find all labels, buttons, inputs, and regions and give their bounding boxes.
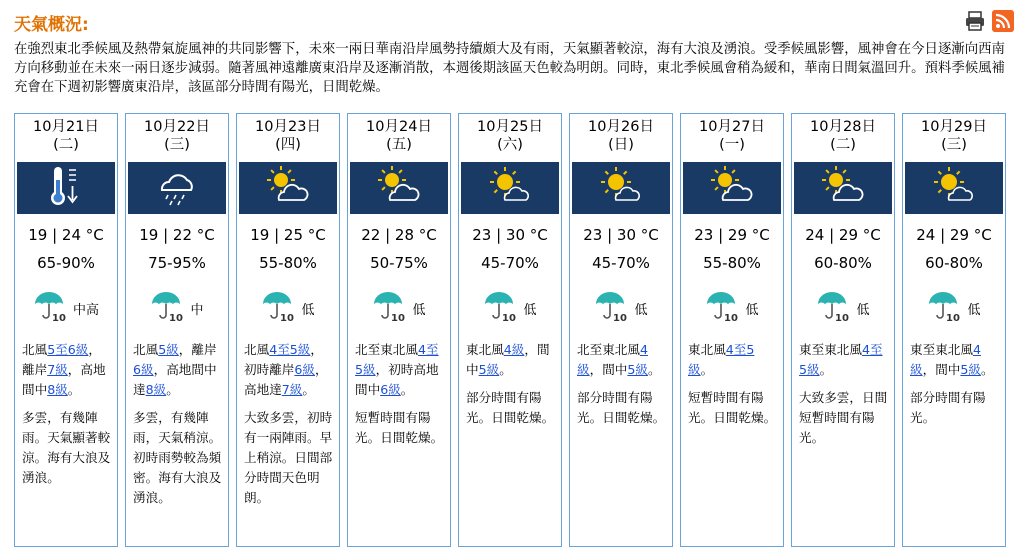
rain-probability bbox=[903, 290, 1005, 326]
forecast-header bbox=[14, 6, 1014, 36]
psr-label: 中高 bbox=[72, 302, 99, 318]
umbrella-icon bbox=[372, 290, 408, 326]
umbrella-icon bbox=[927, 290, 963, 326]
wind-forecast bbox=[466, 340, 557, 380]
wind-force-link[interactable]: 4至5級 bbox=[799, 342, 883, 377]
date-label: 10月28日 bbox=[810, 119, 876, 135]
date-label: 10月25日 bbox=[477, 119, 543, 135]
temperature-range: 24 | 29 °C bbox=[916, 226, 992, 244]
temperature-range: 19 | 25 °C bbox=[250, 226, 326, 244]
cloud-rain-icon bbox=[154, 164, 200, 212]
weekday-label: (四) bbox=[275, 137, 301, 153]
weather-description: 短暫時間有陽光。日間乾燥。 bbox=[688, 390, 777, 425]
weekday-label: (三) bbox=[941, 137, 967, 153]
humidity-range: 55-80% bbox=[259, 254, 317, 272]
forecast-intro: 在強烈東北季候風及熱帶氣旋風神的共同影響下，未來一兩日華南沿岸風勢持續頗大及有雨，天氣顯著較涼，海有大浪及湧浪。受季候風影響，風神會在今日逐漸向西南方向移動並在未來一兩日逐步減弱。隨著風神遠離廣東沿岸及逐漸消散，本週後期該區天色較為明朗。同時，東北季候風會稍為緩和，華南日間氣溫回升。預料季候風補充會在下週初影響廣東沿岸，該區部分時間有陽光，日間乾燥。 bbox=[14, 42, 1005, 95]
page-title: 天氣概況: bbox=[14, 15, 89, 35]
wind-force-link[interactable]: 4級 bbox=[503, 342, 525, 357]
rain-probability bbox=[681, 290, 783, 326]
wind-force-link[interactable]: 5級 bbox=[158, 342, 179, 357]
wind-forecast bbox=[577, 340, 668, 380]
wind-force-link[interactable]: 5級 bbox=[478, 362, 500, 377]
wind-force-link[interactable]: 5至6級 bbox=[47, 342, 89, 357]
forecast-date bbox=[681, 118, 783, 156]
wind-force-link[interactable]: 4至5級 bbox=[269, 342, 311, 357]
umbrella-icon bbox=[483, 290, 519, 326]
wind-forecast bbox=[799, 340, 890, 380]
date-label: 10月26日 bbox=[588, 119, 654, 135]
psr-label: 低 bbox=[967, 302, 981, 318]
day-forecast bbox=[125, 113, 229, 547]
sun-cloud-icon bbox=[265, 164, 311, 212]
umbrella-icon bbox=[261, 290, 297, 326]
svg-text:10: 10 bbox=[169, 313, 184, 322]
wind-text: 北風 bbox=[244, 342, 270, 357]
psr-label: 低 bbox=[745, 302, 759, 318]
sun-cloud-icon bbox=[820, 164, 866, 212]
weekday-label: (二) bbox=[830, 137, 856, 153]
weather-description: 短暫時間有陽光。日間乾燥。 bbox=[355, 410, 444, 445]
psr-label: 低 bbox=[301, 302, 315, 318]
humidity-range: 65-90% bbox=[37, 254, 95, 272]
wind-text: 北至東北風 bbox=[577, 342, 640, 357]
wind-force-link[interactable]: 4至5級 bbox=[688, 342, 755, 377]
rain-probability bbox=[570, 290, 672, 326]
wind-force-link[interactable]: 6級 bbox=[133, 362, 154, 377]
humidity-range: 45-70% bbox=[592, 254, 650, 272]
humidity-range: 75-95% bbox=[148, 254, 206, 272]
forecast-date bbox=[15, 118, 117, 156]
temperature-range: 24 | 29 °C bbox=[805, 226, 881, 244]
sun-cloud-icon bbox=[709, 164, 755, 212]
wind-text: ，間中 bbox=[922, 362, 961, 377]
wind-force-link[interactable]: 6級 bbox=[294, 362, 315, 377]
svg-text:10: 10 bbox=[51, 313, 66, 322]
wind-force-link[interactable]: 6級 bbox=[380, 382, 401, 397]
wind-text: ，初時高地間中 bbox=[355, 362, 439, 397]
wind-text: 東至東北風 bbox=[799, 342, 862, 357]
date-label: 10月22日 bbox=[144, 119, 210, 135]
forecast-date bbox=[348, 118, 450, 156]
forecast-date bbox=[570, 118, 672, 156]
weather-icon-band bbox=[683, 162, 781, 214]
wind-force-link[interactable]: 4級 bbox=[577, 342, 648, 377]
temperature-range: 23 | 29 °C bbox=[694, 226, 770, 244]
wind-text: ，離岸 bbox=[178, 342, 217, 357]
wind-text: 。 bbox=[700, 362, 714, 377]
weather-icon-band bbox=[572, 162, 670, 214]
weather-description: 多雲，有幾陣雨，天氣稍涼。初時雨勢較為頻密。海有大浪及湧浪。 bbox=[133, 410, 222, 505]
wind-text: 北至東北風 bbox=[355, 342, 418, 357]
svg-text:10: 10 bbox=[835, 313, 850, 322]
psr-label: 中 bbox=[190, 302, 204, 318]
temperature-range: 19 | 24 °C bbox=[28, 226, 104, 244]
wind-text: ，間中 bbox=[589, 362, 628, 377]
svg-text:10: 10 bbox=[946, 313, 961, 322]
toolbar bbox=[964, 10, 1014, 32]
thermometer-cold-icon bbox=[43, 164, 89, 212]
humidity-range: 60-80% bbox=[925, 254, 983, 272]
wind-text: 。 bbox=[67, 382, 81, 397]
day-forecast bbox=[680, 113, 784, 547]
humidity-range: 60-80% bbox=[814, 254, 872, 272]
weather-description: 大致多雲，初時有一兩陣雨。早上稍涼。日間部分時間天色明朗。 bbox=[244, 410, 333, 505]
weather-description: 多雲，有幾陣雨。天氣顯著較涼。海有大浪及湧浪。 bbox=[22, 410, 111, 485]
wind-text: 東至東北風 bbox=[910, 342, 973, 357]
wind-forecast bbox=[910, 340, 1001, 380]
day-forecast bbox=[902, 113, 1006, 547]
umbrella-icon bbox=[33, 290, 69, 326]
rain-probability bbox=[237, 290, 339, 326]
weather-icon-band bbox=[128, 162, 226, 214]
weather-icon-band bbox=[239, 162, 337, 214]
wind-text: ，高地達 bbox=[244, 362, 328, 397]
forecast-date bbox=[792, 118, 894, 156]
wind-force-link[interactable]: 4級 bbox=[910, 342, 981, 377]
wind-text: ，間中 bbox=[466, 342, 550, 377]
sun-cloud-light-icon bbox=[931, 164, 977, 212]
temperature-range: 23 | 30 °C bbox=[583, 226, 659, 244]
nine-day-forecast bbox=[14, 113, 1010, 549]
date-label: 10月27日 bbox=[699, 119, 765, 135]
weather-icon-band bbox=[794, 162, 892, 214]
wind-force-link[interactable]: 7級 bbox=[281, 382, 303, 397]
weekday-label: (一) bbox=[719, 137, 745, 153]
day-forecast bbox=[347, 113, 451, 547]
umbrella-icon bbox=[816, 290, 852, 326]
wind-force-link[interactable]: 7級 bbox=[47, 362, 68, 377]
forecast-date bbox=[126, 118, 228, 156]
humidity-range: 55-80% bbox=[703, 254, 761, 272]
weekday-label: (三) bbox=[164, 137, 190, 153]
printer-icon[interactable] bbox=[964, 10, 986, 32]
wind-text: 北風 bbox=[133, 342, 159, 357]
wind-force-link[interactable]: 8級 bbox=[47, 382, 68, 397]
wind-text: 。 bbox=[647, 362, 661, 377]
wind-forecast bbox=[355, 340, 446, 400]
wind-forecast bbox=[22, 340, 113, 400]
weather-icon-band bbox=[905, 162, 1003, 214]
date-label: 10月29日 bbox=[921, 119, 987, 135]
temperature-range: 22 | 28 °C bbox=[361, 226, 437, 244]
wind-force-link[interactable]: 4至5級 bbox=[355, 342, 439, 377]
weather-icon-band bbox=[17, 162, 115, 214]
forecast-date bbox=[903, 118, 1005, 156]
svg-text:10: 10 bbox=[502, 313, 517, 322]
weekday-label: (六) bbox=[497, 137, 523, 153]
rain-probability bbox=[459, 290, 561, 326]
wind-text: 東北風 bbox=[466, 342, 504, 357]
day-forecast bbox=[236, 113, 340, 547]
svg-text:10: 10 bbox=[724, 313, 739, 322]
day-forecast bbox=[791, 113, 895, 547]
sun-cloud-light-icon bbox=[598, 164, 644, 212]
date-label: 10月24日 bbox=[366, 119, 432, 135]
wind-force-link[interactable]: 8級 bbox=[145, 382, 167, 397]
wind-forecast bbox=[133, 340, 224, 400]
wind-text: 。 bbox=[302, 382, 315, 397]
psr-label: 低 bbox=[634, 302, 648, 318]
temperature-range: 23 | 30 °C bbox=[472, 226, 548, 244]
wind-forecast bbox=[688, 340, 779, 380]
psr-label: 低 bbox=[412, 302, 426, 318]
wind-text: 。 bbox=[166, 382, 179, 397]
wind-force-link[interactable]: 5級 bbox=[627, 362, 648, 377]
rain-probability bbox=[348, 290, 450, 326]
humidity-range: 50-75% bbox=[370, 254, 428, 272]
sun-cloud-light-icon bbox=[487, 164, 533, 212]
svg-text:10: 10 bbox=[280, 313, 295, 322]
svg-text:10: 10 bbox=[391, 313, 406, 322]
umbrella-icon bbox=[705, 290, 741, 326]
umbrella-icon bbox=[150, 290, 186, 326]
wind-text: 。 bbox=[980, 362, 994, 377]
umbrella-icon bbox=[594, 290, 630, 326]
day-forecast bbox=[14, 113, 118, 547]
weather-description: 部分時間有陽光。日間乾燥。 bbox=[466, 390, 555, 425]
wind-force-link[interactable]: 5級 bbox=[960, 362, 981, 377]
wind-text: 。 bbox=[499, 362, 512, 377]
weekday-label: (五) bbox=[386, 137, 412, 153]
day-forecast bbox=[569, 113, 673, 547]
weather-description: 大致多雲，日間短暫時間有陽光。 bbox=[799, 390, 888, 445]
temperature-range: 19 | 22 °C bbox=[139, 226, 215, 244]
wind-text: 東北風 bbox=[688, 342, 726, 357]
forecast-date bbox=[237, 118, 339, 156]
date-label: 10月21日 bbox=[33, 119, 99, 135]
rain-probability bbox=[15, 290, 117, 326]
wind-text: 。 bbox=[400, 382, 414, 397]
wind-text: ，初時離岸 bbox=[244, 342, 323, 377]
wind-text: 。 bbox=[819, 362, 833, 377]
weekday-label: (二) bbox=[53, 137, 79, 153]
weather-icon-band bbox=[461, 162, 559, 214]
weather-description: 部分時間有陽光。 bbox=[910, 390, 986, 425]
wind-text: ，高地間中達 bbox=[133, 362, 217, 397]
wind-text: ，離岸 bbox=[22, 342, 101, 377]
svg-text:10: 10 bbox=[613, 313, 628, 322]
rain-probability bbox=[792, 290, 894, 326]
rain-probability bbox=[126, 290, 228, 326]
wind-forecast bbox=[244, 340, 335, 400]
rss-icon[interactable] bbox=[992, 10, 1014, 32]
weather-description: 部分時間有陽光。日間乾燥。 bbox=[577, 390, 666, 425]
psr-label: 低 bbox=[856, 302, 870, 318]
wind-text: ，高地間中 bbox=[22, 362, 106, 397]
weather-icon-band bbox=[350, 162, 448, 214]
day-forecast bbox=[458, 113, 562, 547]
date-label: 10月23日 bbox=[255, 119, 321, 135]
humidity-range: 45-70% bbox=[481, 254, 539, 272]
sun-cloud-icon bbox=[376, 164, 422, 212]
weekday-label: (日) bbox=[608, 137, 634, 153]
psr-label: 低 bbox=[523, 302, 537, 318]
forecast-date bbox=[459, 118, 561, 156]
wind-text: 北風 bbox=[22, 342, 48, 357]
